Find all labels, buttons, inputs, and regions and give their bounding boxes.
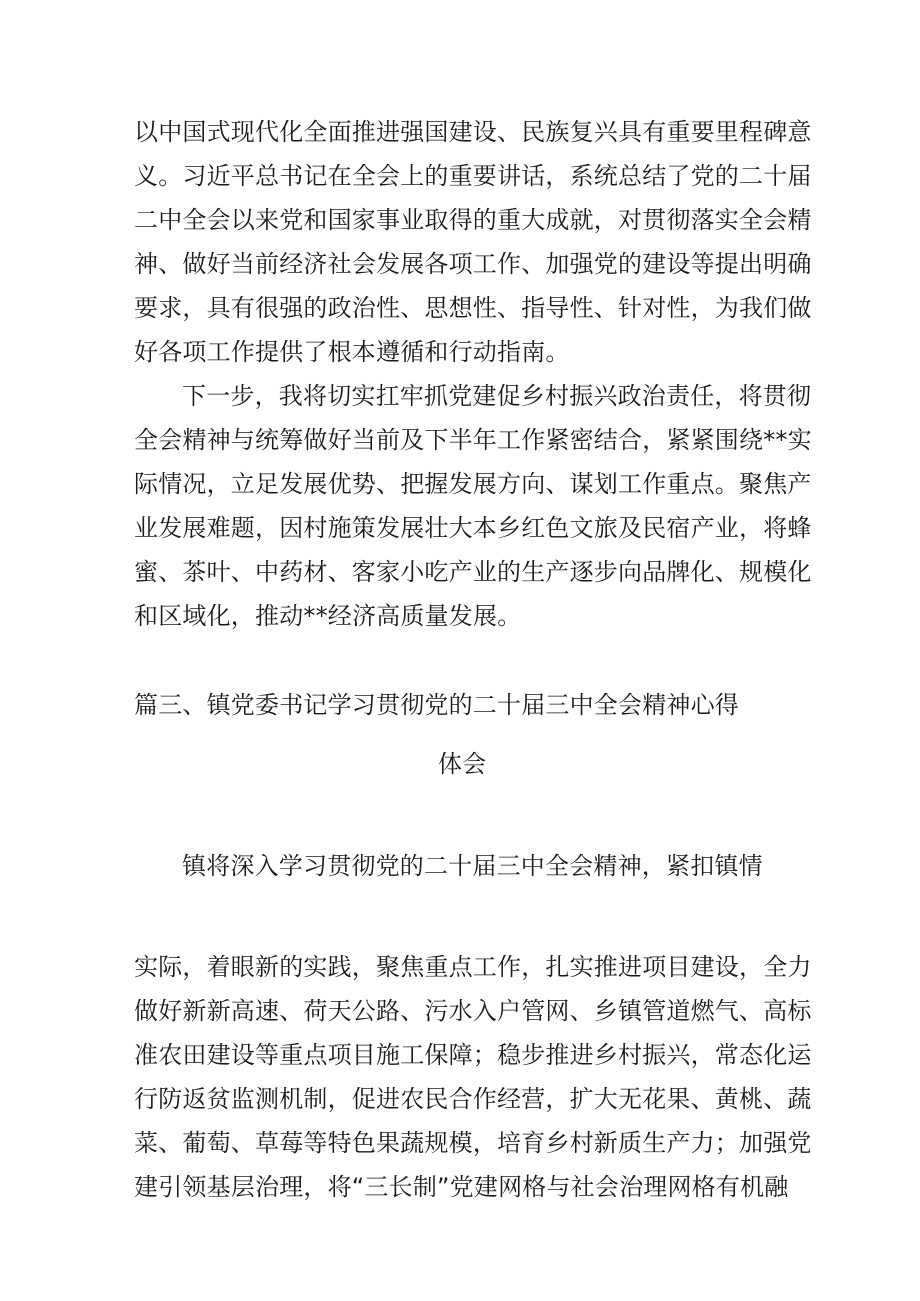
paragraph-3-line-6: 建引领基层治理，将“三长制”党建网格与社会治理网格有机融 bbox=[134, 1173, 789, 1201]
paragraph-2-line-4: 业发展难题，因村施策发展壮大本乡红色文旅及民宿产业，将蜂 bbox=[134, 514, 812, 542]
paragraph-1-line-2: 义。习近平总书记在全会上的重要讲话，系统总结了党的二十届 bbox=[134, 162, 812, 190]
paragraph-1-line-3: 二中全会以来党和国家事业取得的重大成就，对贯彻落实全会精 bbox=[134, 206, 812, 234]
paragraph-3-line-2: 做好新新高速、荷天公路、污水入户管网、乡镇管道燃气、高标 bbox=[134, 997, 812, 1025]
paragraph-2-line-3: 际情况，立足发展优势、把握发展方向、谋划工作重点。聚焦产 bbox=[134, 470, 812, 498]
paragraph-3-line-1: 实际，着眼新的实践，聚焦重点工作，扎实推进项目建设，全力 bbox=[134, 953, 812, 981]
paragraph-1-line-4: 神、做好当前经济社会发展各项工作、加强党的建设等提出明确 bbox=[134, 250, 812, 278]
paragraph-3-line-5: 菜、葡萄、草莓等特色果蔬规模，培育乡村新质生产力；加强党 bbox=[134, 1129, 812, 1157]
paragraph-2-line-6: 和区域化，推动**经济高质量发展。 bbox=[134, 602, 522, 630]
paragraph-3-lead-line: 镇将深入学习贯彻党的二十届三中全会精神，紧扣镇情 bbox=[182, 852, 763, 880]
paragraph-1-line-1: 以中国式现代化全面推进强国建设、民族复兴具有重要里程碑意 bbox=[134, 118, 812, 146]
paragraph-3-line-3: 准农田建设等重点项目施工保障；稳步推进乡村振兴，常态化运 bbox=[134, 1041, 812, 1069]
paragraph-1-line-6: 好各项工作提供了根本遵循和行动指南。 bbox=[134, 338, 570, 366]
paragraph-2-line-5: 蜜、茶叶、中药材、客家小吃产业的生产逐步向品牌化、规模化 bbox=[134, 558, 812, 586]
paragraph-2-line-1: 下一步，我将切实扛牢抓党建促乡村振兴政治责任，将贯彻 bbox=[182, 382, 812, 410]
paragraph-2-line-2: 全会精神与统筹做好当前及下半年工作紧密结合，紧紧围绕**实 bbox=[134, 426, 812, 454]
paragraph-1-line-5: 要求，具有很强的政治性、思想性、指导性、针对性，为我们做 bbox=[134, 294, 812, 322]
section-title-line-1: 篇三、镇党委书记学习贯彻党的二十届三中全会精神心得 bbox=[134, 691, 739, 719]
section-title-line-2: 体会 bbox=[438, 750, 487, 778]
paragraph-3-line-4: 行防返贫监测机制，促进农民合作经营，扩大无花果、黄桃、蔬 bbox=[134, 1085, 812, 1113]
